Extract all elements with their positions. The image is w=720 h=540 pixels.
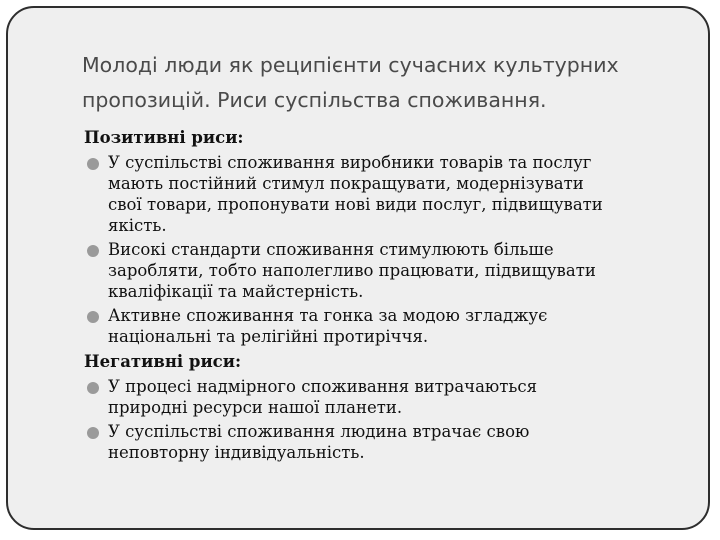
bullet-icon bbox=[87, 245, 99, 257]
item-line: Активне споживання та гонка за модою згладжує bbox=[108, 306, 548, 325]
negative-list bbox=[84, 376, 684, 463]
bullet-icon bbox=[87, 158, 99, 170]
item-line: неповторну індивідуальність. bbox=[108, 443, 365, 462]
list-item bbox=[84, 305, 684, 347]
slide-title bbox=[82, 48, 682, 118]
negative-heading: Негативні риси: bbox=[84, 352, 242, 371]
positive-list bbox=[84, 152, 684, 347]
item-line: свої товари, пропонувати нові види послуг, підвищувати bbox=[108, 195, 603, 214]
positive-heading: Позитивні риси: bbox=[84, 128, 244, 147]
item-line: природні ресурси нашої планети. bbox=[108, 398, 403, 417]
item-line: якість. bbox=[108, 216, 167, 235]
title-line: пропозицій. Риси суспільства споживання. bbox=[82, 88, 547, 112]
list-item bbox=[84, 376, 684, 418]
title-line: Молоді люди як реципієнти сучасних культурних bbox=[82, 53, 619, 77]
list-item bbox=[84, 152, 684, 236]
slide-body bbox=[84, 127, 684, 466]
item-line: кваліфікації та майстерність. bbox=[108, 282, 364, 301]
item-line: У суспільстві споживання людина втрачає свою bbox=[108, 422, 530, 441]
bullet-icon bbox=[87, 427, 99, 439]
item-line: Високі стандарти споживання стимулюють більше bbox=[108, 240, 554, 259]
item-line: У суспільстві споживання виробники товарів та послуг bbox=[108, 153, 592, 172]
item-line: заробляти, тобто наполегливо працювати, підвищувати bbox=[108, 261, 596, 280]
item-line: національні та релігійні протиріччя. bbox=[108, 327, 429, 346]
item-line: У процесі надмірного споживання витрачаються bbox=[108, 377, 538, 396]
item-line: мають постійний стимул покращувати, модернізувати bbox=[108, 174, 584, 193]
list-item bbox=[84, 421, 684, 463]
bullet-icon bbox=[87, 382, 99, 394]
bullet-icon bbox=[87, 311, 99, 323]
slide-frame bbox=[6, 6, 710, 530]
list-item bbox=[84, 239, 684, 302]
